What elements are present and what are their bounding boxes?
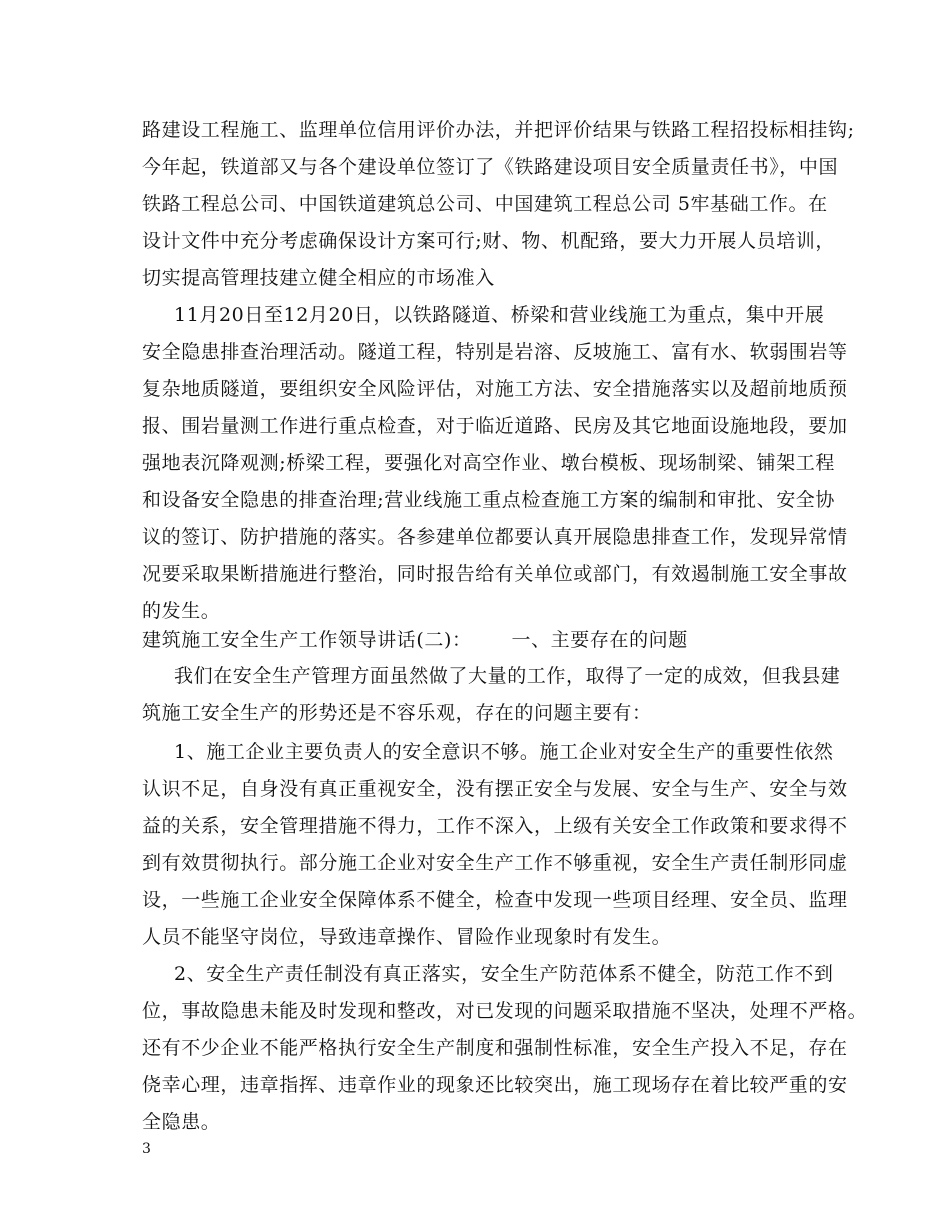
text-line: 1、施工企业主要负责人的安全意识不够。施工企业对安全生产的重要性依然: [174, 741, 834, 763]
text-line: 况要采取果断措施进行整治，同时报告给有关单位或部门，有效遏制施工安全事故: [142, 563, 848, 585]
text-line: 报、围岩量测工作进行重点检查，对于临近道路、民房及其它地面设施地段，要加: [142, 415, 848, 437]
text-line: 筑施工安全生产的形势还是不容乐观，存在的问题主要有：: [142, 702, 652, 724]
text-line: 路建设工程施工、监理单位信用评价办法，并把评价结果与铁路工程招投标相挂钩;: [142, 119, 855, 141]
text-line: 侥幸心理，违章指挥、违章作业的现象还比较突出，施工现场存在着比较严重的安: [142, 1074, 848, 1096]
text-line: 安全隐患排查治理活动。隧道工程，特别是岩溶、反坡施工、富有水、软弱围岩等: [142, 341, 848, 363]
text-line: 的发生。: [142, 600, 221, 622]
text-line: 强地表沉降观测;桥梁工程，要强化对高空作业、墩台模板、现场制梁、铺架工程: [142, 452, 836, 474]
text-line: 全隐患。: [142, 1111, 221, 1133]
text-line: 人员不能坚守岗位，导致违章操作、冒险作业现象时有发生。: [142, 926, 672, 948]
text-line: 复杂地质隧道，要组织安全风险评估，对施工方法、安全措施落实以及超前地质预: [142, 378, 848, 400]
text-line: 设计文件中充分考虑确保设计方案可行;财、物、机配臵，要大力开展人员培训，: [142, 230, 836, 252]
text-line: 益的关系，安全管理措施不得力，工作不深入，上级有关安全工作政策和要求得不: [142, 815, 848, 837]
section-heading: 建筑施工安全生产工作领导讲话(二)： 一、主要存在的问题: [142, 629, 688, 651]
text-line: 议的签订、防护措施的落实。各参建单位都要认真开展隐患排查工作，发现异常情: [142, 526, 848, 548]
page-number: 3: [142, 1141, 151, 1157]
text-line: 还有不少企业不能严格执行安全生产制度和强制性标准，安全生产投入不足，存在: [142, 1037, 848, 1059]
text-line: 2、安全生产责任制没有真正落实，安全生产防范体系不健全，防范工作不到: [174, 963, 834, 985]
text-line: 设，一些施工企业安全保障体系不健全，检查中发现一些项目经理、安全员、监理: [142, 889, 848, 911]
text-line: 切实提高管理技建立健全相应的市场准入: [142, 267, 495, 289]
text-line: 认识不足，自身没有真正重视安全，没有摆正安全与发展、安全与生产、安全与效: [142, 778, 848, 800]
text-line: 我们在安全生产管理方面虽然做了大量的工作，取得了一定的成效，但我县建: [174, 665, 841, 687]
text-line: 今年起，铁道部又与各个建设单位签订了《铁路建设项目安全质量责任书》，中国: [142, 156, 839, 178]
text-line: 位，事故隐患未能及时发现和整改，对已发现的问题采取措施不坚决，处理不严格。: [142, 1000, 868, 1022]
text-line: 铁路工程总公司、中国铁道建筑总公司、中国建筑工程总公司 5牢基础工作。在: [142, 193, 828, 215]
text-line: 和设备安全隐患的排查治理;营业线施工重点检查施工方案的编制和审批、安全协: [142, 489, 836, 511]
text-line: 到有效贯彻执行。部分施工企业对安全生产工作不够重视，安全生产责任制形同虚: [142, 852, 848, 874]
text-line: 11月20日至12月20日，以铁路隧道、桥梁和营业线施工为重点，集中开展: [174, 304, 825, 326]
